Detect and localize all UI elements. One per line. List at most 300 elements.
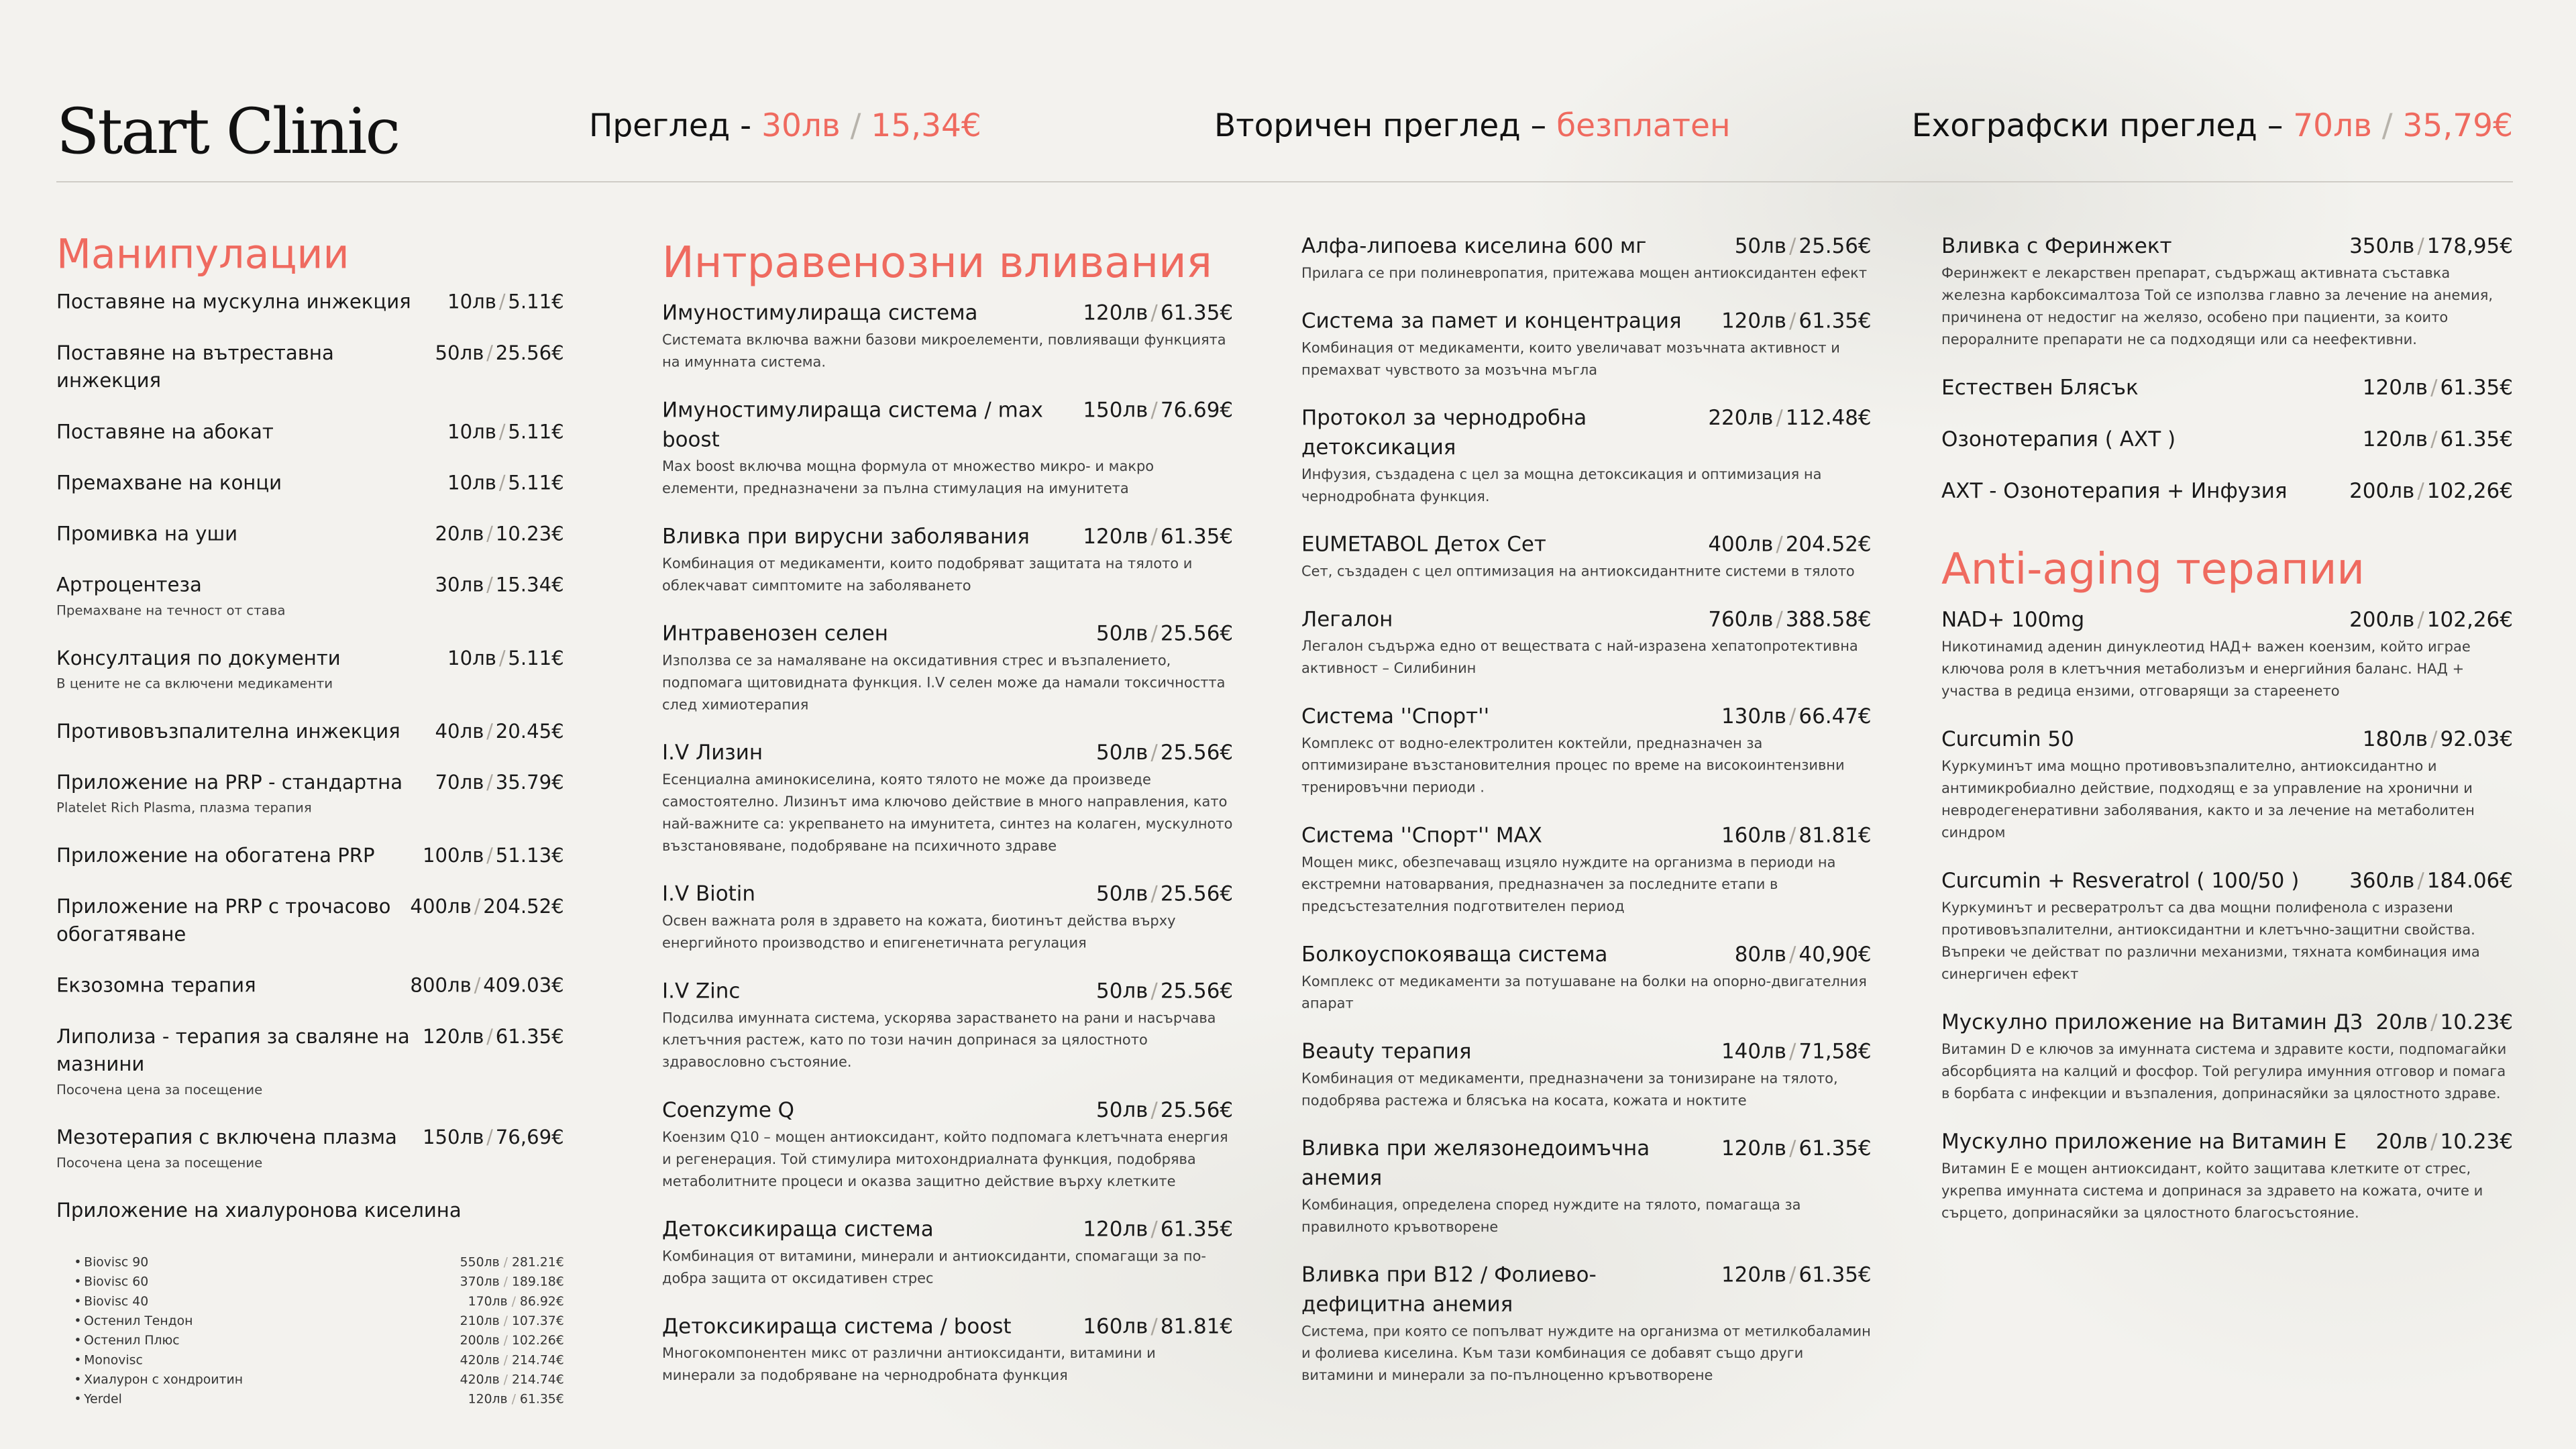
item-row: [56, 469, 564, 496]
price-bgn: 50лв: [1096, 881, 1148, 906]
item-name: Система ''Спорт'' MAX: [1301, 823, 1542, 848]
price-separator: /: [499, 1254, 512, 1270]
price-separator: /: [2430, 1130, 2438, 1154]
price-separator: /: [507, 1293, 520, 1309]
price-separator: /: [486, 720, 493, 743]
price-list-item: [56, 718, 564, 745]
price-list-item: [56, 645, 564, 694]
item-price: [1735, 940, 1872, 969]
price-bgn: 10лв: [447, 421, 496, 443]
item-row: [1301, 307, 1872, 336]
price-bgn: 120лв: [1721, 1136, 1787, 1161]
price-eur: 102,26€: [2426, 608, 2513, 632]
price-separator: /: [1788, 942, 1796, 967]
item-name: Премахване на конци: [56, 472, 282, 494]
section-title-manipulations: Манипулации: [56, 231, 350, 278]
price-bgn: 180лв: [2362, 727, 2428, 751]
price-separator: /: [1788, 309, 1796, 333]
hyaluron-item-price: [460, 1370, 564, 1389]
price-list-item: [662, 299, 1233, 374]
item-row: [56, 521, 564, 548]
price-separator: /: [498, 472, 506, 494]
item-price: [2349, 231, 2513, 261]
price-bgn: 140лв: [1721, 1039, 1787, 1064]
price-separator: /: [1150, 979, 1158, 1004]
header-exam-price: Преглед - 30лв / 15,34€: [589, 107, 981, 144]
price-eur: 61.35€: [1160, 525, 1234, 549]
item-row: [56, 769, 564, 796]
price-separator: /: [2417, 234, 2424, 258]
price-bgn: 20лв: [2375, 1130, 2428, 1154]
item-price: [410, 972, 564, 1000]
price-eur: 76.69€: [1160, 398, 1234, 423]
item-row: [662, 619, 1233, 649]
hyaluron-item-price: [460, 1272, 564, 1291]
item-description: Куркуминът има мощно противовъзпалително, антиоксидантно и антимикробиално действие, подходящ е за управление на хронични и невродегенеративни заболявания, както и за лечение на метаболитен синдром: [1941, 758, 2475, 841]
price-bgn: 30лв: [435, 574, 484, 597]
item-price: [1083, 395, 1233, 425]
price-separator: /: [499, 1332, 512, 1348]
item-price: [423, 1023, 564, 1051]
column-iv-infusions: [662, 231, 1233, 1409]
price-bgn: 200лв: [460, 1332, 500, 1348]
item-price: [1708, 403, 1871, 433]
price-eur: 102,26€: [2426, 479, 2513, 503]
price-eur: 214.74€: [511, 1352, 564, 1367]
item-row: [1941, 231, 2513, 261]
price-separator: /: [486, 1126, 493, 1149]
price-separator: /: [1150, 621, 1158, 646]
price-list-item: [1941, 476, 2513, 506]
item-row: [56, 418, 564, 445]
anti-aging-list: [1941, 605, 2513, 1224]
item-price: [1096, 976, 1233, 1006]
price-separator: /: [1788, 704, 1796, 729]
hyaluron-item-price: [460, 1350, 564, 1370]
price-bgn: 360лв: [2349, 869, 2415, 893]
price-list-item: [662, 395, 1233, 500]
price-bgn: 200лв: [2349, 608, 2415, 632]
other-therapies-list: [1941, 231, 2513, 506]
item-name: Консултация по документи: [56, 647, 341, 670]
hyaluron-item: [74, 1370, 564, 1389]
price-eur: 5.11€: [508, 472, 564, 494]
price-list-item: [662, 879, 1233, 955]
item-name: Приложение на обогатена PRP: [56, 844, 375, 867]
item-price: [423, 1124, 564, 1151]
item-name: Вливка при В12 / Фолиево-дефицитна анемия: [1301, 1263, 1597, 1317]
hyaluron-item-name: • Biovisc 90: [74, 1252, 148, 1272]
item-name: Приложение на PRP с трочасово обогатяване: [56, 895, 391, 947]
item-name: Мускулно приложение на Витамин Д3: [1941, 1010, 2363, 1034]
item-row: [662, 1311, 1233, 1341]
header: [56, 80, 2513, 181]
item-price: [1721, 702, 1872, 731]
item-name: Артроцентеза: [56, 574, 202, 597]
price-list-item: [1941, 425, 2513, 454]
price-list-item: [56, 972, 564, 1000]
price-bgn: 210лв: [460, 1313, 500, 1328]
item-price: [1083, 1311, 1233, 1341]
item-name: Мускулно приложение на Витамин Е: [1941, 1130, 2347, 1154]
price-list-item: [56, 339, 564, 395]
item-price: [2363, 425, 2513, 454]
price-eur: 66.47€: [1799, 704, 1872, 729]
price-list-item: [1301, 231, 1872, 284]
item-price: [1721, 1134, 1872, 1163]
price-separator: /: [2430, 376, 2438, 400]
item-name: Вливка при вирусни заболявания: [662, 525, 1030, 549]
price-eur: 71,58€: [1799, 1039, 1872, 1064]
item-row: [56, 842, 564, 869]
price-eur: 409.03€: [483, 974, 564, 998]
price-bgn: 120лв: [422, 1025, 484, 1049]
price-separator: /: [486, 523, 493, 546]
price-bgn: 130лв: [1721, 704, 1787, 729]
hyaluron-item-name: • Monovisc: [74, 1350, 142, 1370]
item-price: [1096, 619, 1233, 649]
item-price: [1083, 522, 1233, 551]
item-price: [2363, 724, 2513, 754]
price-bgn: 50лв: [1734, 233, 1787, 258]
price-separator: /: [498, 290, 506, 314]
item-row: [56, 288, 564, 316]
item-price: [2349, 605, 2513, 635]
item-row: [1941, 1127, 2513, 1157]
item-price: [447, 418, 564, 445]
price-eur: 281.21€: [511, 1254, 564, 1270]
price-bgn: 120лв: [2362, 427, 2428, 451]
item-row: [1301, 1260, 1872, 1320]
price-separator: /: [1776, 406, 1783, 431]
item-name: EUMETABOL Детох Сет: [1301, 532, 1546, 557]
item-row: [56, 718, 564, 745]
item-description: Комбинация от медикаменти, които увеличават мозъчната активност и премахват чувството за мозъчна мъгла: [1301, 339, 1840, 378]
item-price: [435, 769, 564, 796]
price-eur: 25.56€: [1160, 741, 1234, 765]
item-price: [1721, 1037, 1872, 1067]
price-separator: /: [486, 771, 493, 794]
price-separator: /: [2417, 479, 2424, 503]
price-eur: 61.35€: [1799, 309, 1872, 333]
price-bgn: 20лв: [435, 523, 484, 546]
price-list-item: [1301, 604, 1872, 680]
item-row: [662, 1095, 1233, 1125]
price-bgn: 120лв: [1083, 525, 1148, 549]
price-list-item: [662, 976, 1233, 1073]
item-description: Системата включва важни базови микроелементи, повлияващи функцията на имунната система.: [662, 331, 1226, 370]
price-separator: /: [2417, 608, 2424, 632]
price-separator: /: [2430, 427, 2438, 451]
price-bgn: 420лв: [460, 1371, 500, 1387]
price-list-item: [1941, 866, 2513, 985]
item-price: [447, 469, 564, 496]
price-separator: /: [2417, 869, 2424, 893]
item-price: [1735, 231, 1872, 261]
price-bgn: 150лв: [422, 1126, 484, 1149]
item-row: [1301, 530, 1872, 559]
item-name: Поставяне на мускулна инжекция: [56, 290, 411, 314]
item-row: [662, 395, 1233, 454]
price-list-item: [56, 769, 564, 818]
item-row: [56, 572, 564, 599]
price-eur: 86.92€: [519, 1293, 564, 1309]
item-description: Комбинация от витамини, минерали и антиоксиданти, спомагащи за по-добра защита от оксидативен стрес: [662, 1248, 1206, 1287]
price-list-item: [1941, 724, 2513, 844]
price-eur: 51.13€: [495, 844, 564, 867]
item-row: [1301, 940, 1872, 969]
item-description: Система, при която се попълват нуждите на организма от метилкобаламин и фолиева киселина. Към тази комбинация се добавят също други витамини и минерали за по-пълноценно кръвотворене: [1301, 1323, 1871, 1384]
price-separator: /: [1150, 1314, 1158, 1339]
price-list-item: [662, 522, 1233, 597]
price-bgn: 10лв: [447, 647, 496, 670]
item-row: [1941, 1008, 2513, 1037]
item-price: [447, 288, 564, 316]
item-price: [1096, 1095, 1233, 1125]
hyaluron-item: [74, 1311, 564, 1330]
item-price: [1708, 604, 1871, 634]
item-row: [662, 738, 1233, 767]
clinic-logo: Start Clinic: [56, 95, 399, 168]
price-list-item: [56, 288, 564, 316]
item-row: [1941, 605, 2513, 635]
item-name: Curcumin 50: [1941, 727, 2074, 751]
item-name: Мезотерапия с включена плазма: [56, 1126, 397, 1149]
hyaluron-item-price: [460, 1252, 564, 1272]
item-price: [2363, 373, 2513, 402]
hyaluron-item-price: [468, 1389, 564, 1409]
price-separator: /: [1150, 881, 1158, 906]
item-description: Есенциална аминокиселина, която тялото не може да произведе самостоятелно. Лизинът има ключово действие в много направления, като най-важните са: укрепването на имунитета, синтез на колаген, мускулното възстановяване, подобряване на психичното здраве: [662, 771, 1233, 854]
price-bgn: 350лв: [2349, 234, 2415, 258]
price-bgn: 760лв: [1708, 607, 1774, 632]
price-bgn: 370лв: [460, 1273, 500, 1289]
price-bgn: 20лв: [2375, 1010, 2428, 1034]
hyaluron-item-price: [460, 1330, 564, 1350]
price-bgn: 120лв: [468, 1391, 508, 1407]
price-bgn: 220лв: [1708, 406, 1774, 431]
item-row: [1941, 724, 2513, 754]
item-price: [1721, 820, 1872, 850]
item-row: [56, 339, 564, 395]
item-row: [1941, 476, 2513, 506]
item-name: I.V Biotin: [662, 881, 756, 906]
item-description: Витамин Е е мощен антиоксидант, който защитава клетките от стрес, укрепва имунната система и допринася за здравето на кожата, очите и сърцето, допринасяйки за цялостното благосъстояние.: [1941, 1161, 2483, 1221]
item-name: Система ''Спорт'': [1301, 704, 1490, 729]
item-description: Многокомпонентен микс от различни антиоксиданти, витамини и минерали за подобряване на чернодробната функция: [662, 1345, 1156, 1384]
manipulations-list: [56, 288, 564, 1174]
price-eur: 15.34€: [495, 574, 564, 597]
price-separator: /: [1788, 823, 1796, 848]
iv-infusions-list: [662, 299, 1233, 1387]
hyaluron-item: [74, 1350, 564, 1370]
price-list-item: [662, 738, 1233, 857]
item-description: Комплекс от водно-електролитен коктейли, предназначен за оптимизиране възстановителния процес по време на високоинтензивни тренировъчни периоди .: [1301, 735, 1845, 796]
price-eur: 61.35€: [495, 1025, 564, 1049]
price-bgn: 120лв: [2362, 376, 2428, 400]
hyaluron-item-name: • Biovisc 60: [74, 1272, 148, 1291]
price-eur: 25.56€: [1799, 233, 1872, 258]
price-eur: 5.11€: [508, 647, 564, 670]
header-secondary-exam: Вторичен преглед – безплатен: [1214, 107, 1731, 144]
price-eur: 61.35€: [1160, 1217, 1234, 1242]
price-separator: /: [507, 1391, 520, 1407]
item-price: [435, 339, 564, 367]
price-separator: /: [1788, 233, 1796, 258]
header-ultrasound-price: Ехографски преглед – 70лв / 35,79€: [1911, 107, 2513, 144]
header-divider: [56, 181, 2513, 182]
hyaluron-item-name: • Хиалурон с хондроитин: [74, 1370, 243, 1389]
hyaluron-list: [56, 1252, 564, 1409]
hyaluron-item: [74, 1330, 564, 1350]
hyaluron-item-name: • Yerdel: [74, 1389, 122, 1409]
price-bgn: 400лв: [1708, 532, 1774, 557]
price-separator: /: [1150, 398, 1158, 423]
item-description: Platelet Rich Plasma, плазма терапия: [56, 800, 312, 816]
price-separator: /: [1788, 1136, 1796, 1161]
column-iv-continued: [1301, 231, 1872, 1409]
price-eur: 25.56€: [495, 341, 564, 365]
price-separator: /: [1150, 525, 1158, 549]
price-eur: 25.56€: [1160, 1098, 1234, 1122]
price-list-item: [1301, 820, 1872, 918]
hyaluron-item-name: • Остенил Тендон: [74, 1311, 193, 1330]
price-separator: /: [499, 1273, 512, 1289]
item-name: Протокол за чернодробна детоксикация: [1301, 406, 1587, 460]
price-eur: 61.35€: [1799, 1263, 1872, 1287]
section-title-anti-aging: Anti-aging терапии: [1941, 545, 2365, 594]
hyaluron-item-name: • Biovisc 40: [74, 1291, 148, 1311]
item-description: Комплекс от медикаменти за потушаване на болки на опорно-двигателния апарат: [1301, 973, 1867, 1012]
price-separator: /: [1776, 607, 1783, 632]
price-separator: /: [486, 574, 493, 597]
item-description: В цените не са включени медикаменти: [56, 676, 333, 692]
item-name: Болкоуспокояваща система: [1301, 942, 1608, 967]
price-separator: /: [498, 421, 506, 443]
item-description: Подсилва имунната система, ускорява зарастването на рани и насърчава клетъчния растеж, като по този начин допринася за цялостното здравословно състояние.: [662, 1010, 1216, 1071]
price-eur: 25.56€: [1160, 621, 1234, 646]
price-bgn: 150лв: [1083, 398, 1148, 423]
item-row: [662, 879, 1233, 909]
price-separator: /: [486, 341, 493, 365]
price-list-item: [1301, 1037, 1872, 1112]
hyaluron-item-price: [460, 1311, 564, 1330]
item-row: [56, 645, 564, 672]
price-separator: /: [499, 1352, 512, 1367]
section-title-iv-infusions: Интравенозни вливания: [662, 237, 1212, 288]
item-name: Липолиза - терапия за сваляне на мазнини: [56, 1025, 410, 1076]
price-list-item: [1941, 373, 2513, 402]
price-bgn: 50лв: [1096, 741, 1148, 765]
item-row: [662, 1215, 1233, 1244]
price-eur: 184.06€: [2426, 869, 2513, 893]
price-eur: 178,95€: [2426, 234, 2513, 258]
item-description: Използва се за намаляване на оксидативния стрес и възпалението, подпомага щитовидната функция. I.V селен може да намали токсичността след химиотерапия: [662, 652, 1226, 713]
item-row: [1941, 866, 2513, 896]
item-name: Алфа-липоева киселина 600 мг: [1301, 233, 1647, 258]
item-row: [1301, 820, 1872, 850]
item-name: Вливка при желязонедоимъчна анемия: [1301, 1136, 1650, 1190]
item-row: [662, 522, 1233, 551]
item-description: Max boost включва мощна формула от множество микро- и макро елементи, предназначени за пълна стимулация на имунитета: [662, 458, 1155, 497]
price-separator: /: [474, 974, 481, 998]
item-name: Естествен Блясък: [1941, 376, 2139, 400]
item-name: Поставяне на абокат: [56, 421, 274, 443]
price-separator: /: [1150, 301, 1158, 325]
item-price: [1083, 299, 1233, 328]
item-name: Приложение на PRP - стандартна: [56, 771, 403, 794]
price-bgn: 120лв: [1083, 301, 1148, 325]
item-row: [1941, 425, 2513, 454]
item-name: Coenzyme Q: [662, 1098, 795, 1122]
price-eur: 5.11€: [508, 421, 564, 443]
item-description: Феринжект е лекарствен препарат, съдържащ активната съставка железна карбоксималтоза Той се използва главно за лечение на анемия, причинена от недостиг на желязо, особено при пациенти, за които пероралните препарати не са подходящи или са неефективни.: [1941, 265, 2493, 347]
item-price: [435, 521, 564, 548]
hyaluron-item: [74, 1389, 564, 1409]
item-price: [1096, 879, 1233, 909]
item-description: Сет, създаден с цел оптимизация на антиоксидантните системи в тялото: [1301, 563, 1855, 580]
price-bgn: 550лв: [460, 1254, 500, 1270]
price-eur: 102.26€: [511, 1332, 564, 1348]
item-description: Посочена цена за посещение: [56, 1082, 263, 1097]
item-price: [435, 718, 564, 745]
price-separator: /: [486, 1025, 493, 1049]
item-description: Комбинация от медикаменти, предназначени за тонизиране на тялото, подобрява растежа и блясъка на косата, кожата и ноктите: [1301, 1070, 1838, 1109]
price-bgn: 50лв: [1096, 979, 1148, 1004]
item-row: [662, 299, 1233, 328]
price-eur: 204.52€: [1785, 532, 1872, 557]
price-list-item: [662, 619, 1233, 716]
item-price: [410, 893, 564, 920]
item-description: Коензим Q10 – мощен антиоксидант, който подпомага клетъчната енергия и регенерация. Той стимулира митохондриалната функция, подобрява метаболитните процеси и оказва защитно действие върху клетките: [662, 1128, 1228, 1189]
price-eur: 204.52€: [483, 895, 564, 918]
price-eur: 61.35€: [1799, 1136, 1872, 1161]
price-list-item: [1941, 605, 2513, 702]
hyaluron-item-name: • Остенил Плюс: [74, 1330, 179, 1350]
item-name: Beauty терапия: [1301, 1039, 1472, 1064]
price-eur: 10.23€: [495, 523, 564, 546]
price-eur: 40,90€: [1799, 942, 1872, 967]
item-name: Озонотерапия ( АХТ ): [1941, 427, 2176, 451]
price-separator: /: [474, 895, 481, 918]
price-eur: 214.74€: [511, 1371, 564, 1387]
price-list-item: [1301, 307, 1872, 382]
item-name: Вливка с Феринжект: [1941, 234, 2172, 258]
item-description: Освен важната роля в здравето на кожата, биотинът действа върху енергийното производство и епигенетичната регулация: [662, 912, 1176, 951]
price-list-item: [1301, 403, 1872, 508]
price-eur: 107.37€: [511, 1313, 564, 1328]
item-row: [1301, 702, 1872, 731]
item-name: Имуностимулираща система / max boost: [662, 398, 1043, 452]
item-name: Промивка на уши: [56, 523, 238, 546]
price-eur: 10.23€: [2440, 1010, 2513, 1034]
price-eur: 25.56€: [1160, 881, 1234, 906]
item-row: [1301, 231, 1872, 261]
price-bgn: 160лв: [1083, 1314, 1148, 1339]
hyaluron-item: [74, 1272, 564, 1291]
price-bgn: 120лв: [1721, 309, 1787, 333]
item-price: [2349, 476, 2513, 506]
price-separator: /: [499, 1371, 512, 1387]
price-bgn: 170лв: [468, 1293, 508, 1309]
price-list-item: [662, 1095, 1233, 1193]
item-description: Куркуминът и ресвератролът са два мощни полифенола с изразени противовъзпалителни, антиоксидантни и клетъчно-защитни свойства. Въпреки че действат по различни механизми, тяхната комбинация има синергичен ефект: [1941, 900, 2480, 982]
item-row: [662, 976, 1233, 1006]
price-list-item: [56, 893, 564, 949]
price-bgn: 160лв: [1721, 823, 1787, 848]
price-bgn: 800лв: [410, 974, 472, 998]
item-price: [2376, 1008, 2513, 1037]
